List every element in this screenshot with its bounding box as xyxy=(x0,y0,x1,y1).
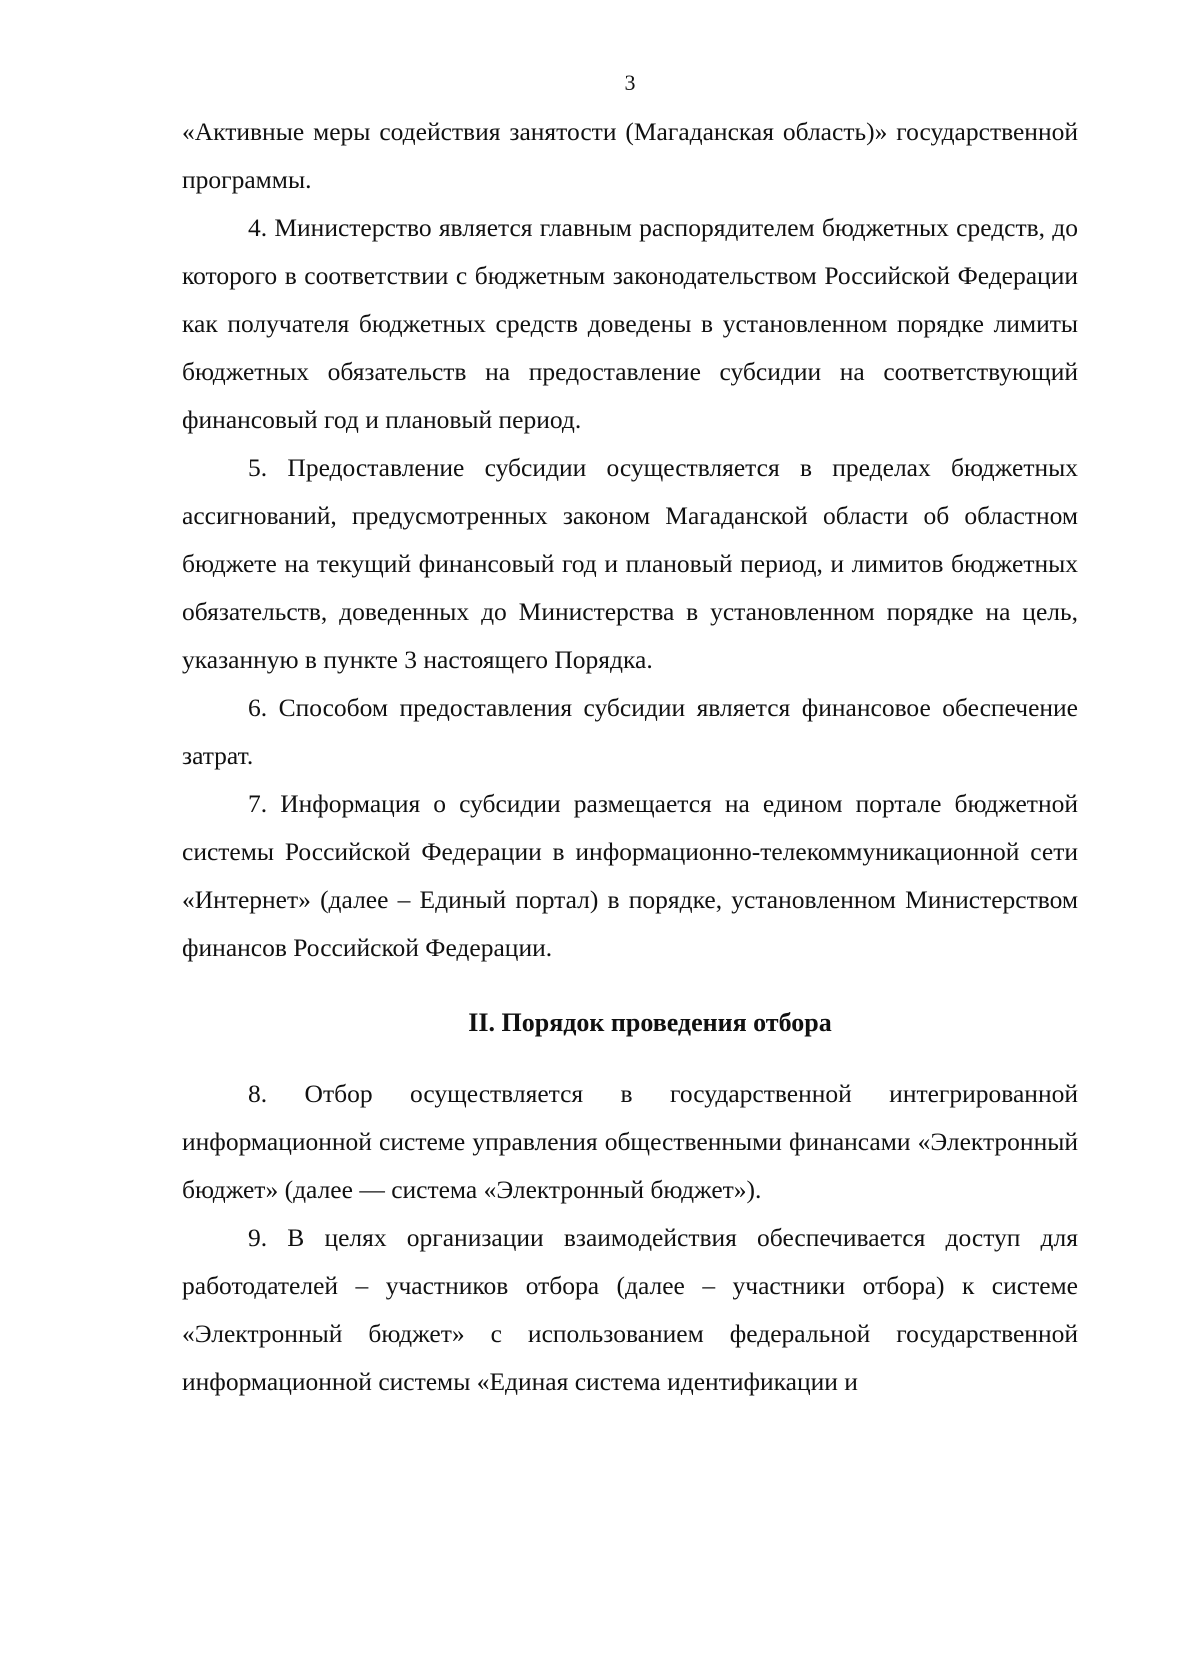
paragraph-4: 4. Министерство является главным распорядителем бюджетных средств, до которого в соответствии с бюджетным законодательством Российской Федерации как получателя бюджетных средств доведены в установленном порядке лимиты бюджетных обязательств на предоставление субсидии на соответствующий финансовый год и плановый период. xyxy=(182,213,1078,434)
section-heading: II. Порядок проведения отбора xyxy=(468,1008,832,1037)
page-number: 3 xyxy=(624,70,636,95)
document-body xyxy=(182,108,1078,1406)
paragraph-8: 8. Отбор осуществляется в государственной интегрированной информационной системе управления общественными финансами «Электронный бюджет» (далее — система «Электронный бюджет»). xyxy=(182,1079,1078,1204)
paragraph-continuation: «Активные меры содействия занятости (Магаданская область)» государственной программы. xyxy=(182,117,1078,194)
paragraph-6: 6. Способом предоставления субсидии является финансовое обеспечение затрат. xyxy=(182,693,1078,770)
paragraph-5: 5. Предоставление субсидии осуществляется в пределах бюджетных ассигнований, предусмотренных законом Магаданской области об областном бюджете на текущий финансовый год и плановый период, и лимитов бюджетных обязательств, доведенных до Министерства в установленном порядке на цель, указанную в пункте 3 настоящего Порядка. xyxy=(182,453,1078,674)
paragraph-7: 7. Информация о субсидии размещается на едином портале бюджетной системы Российской Федерации в информационно-телекоммуникационной сети «Интернет» (далее – Единый портал) в порядке, установленном Министерством финансов Российской Федерации. xyxy=(182,789,1078,962)
paragraph-9: 9. В целях организации взаимодействия обеспечивается доступ для работодателей – участников отбора (далее – участники отбора) к системе «Электронный бюджет» с использованием федеральной государственной информационной системы «Единая система идентификации и xyxy=(182,1223,1078,1396)
